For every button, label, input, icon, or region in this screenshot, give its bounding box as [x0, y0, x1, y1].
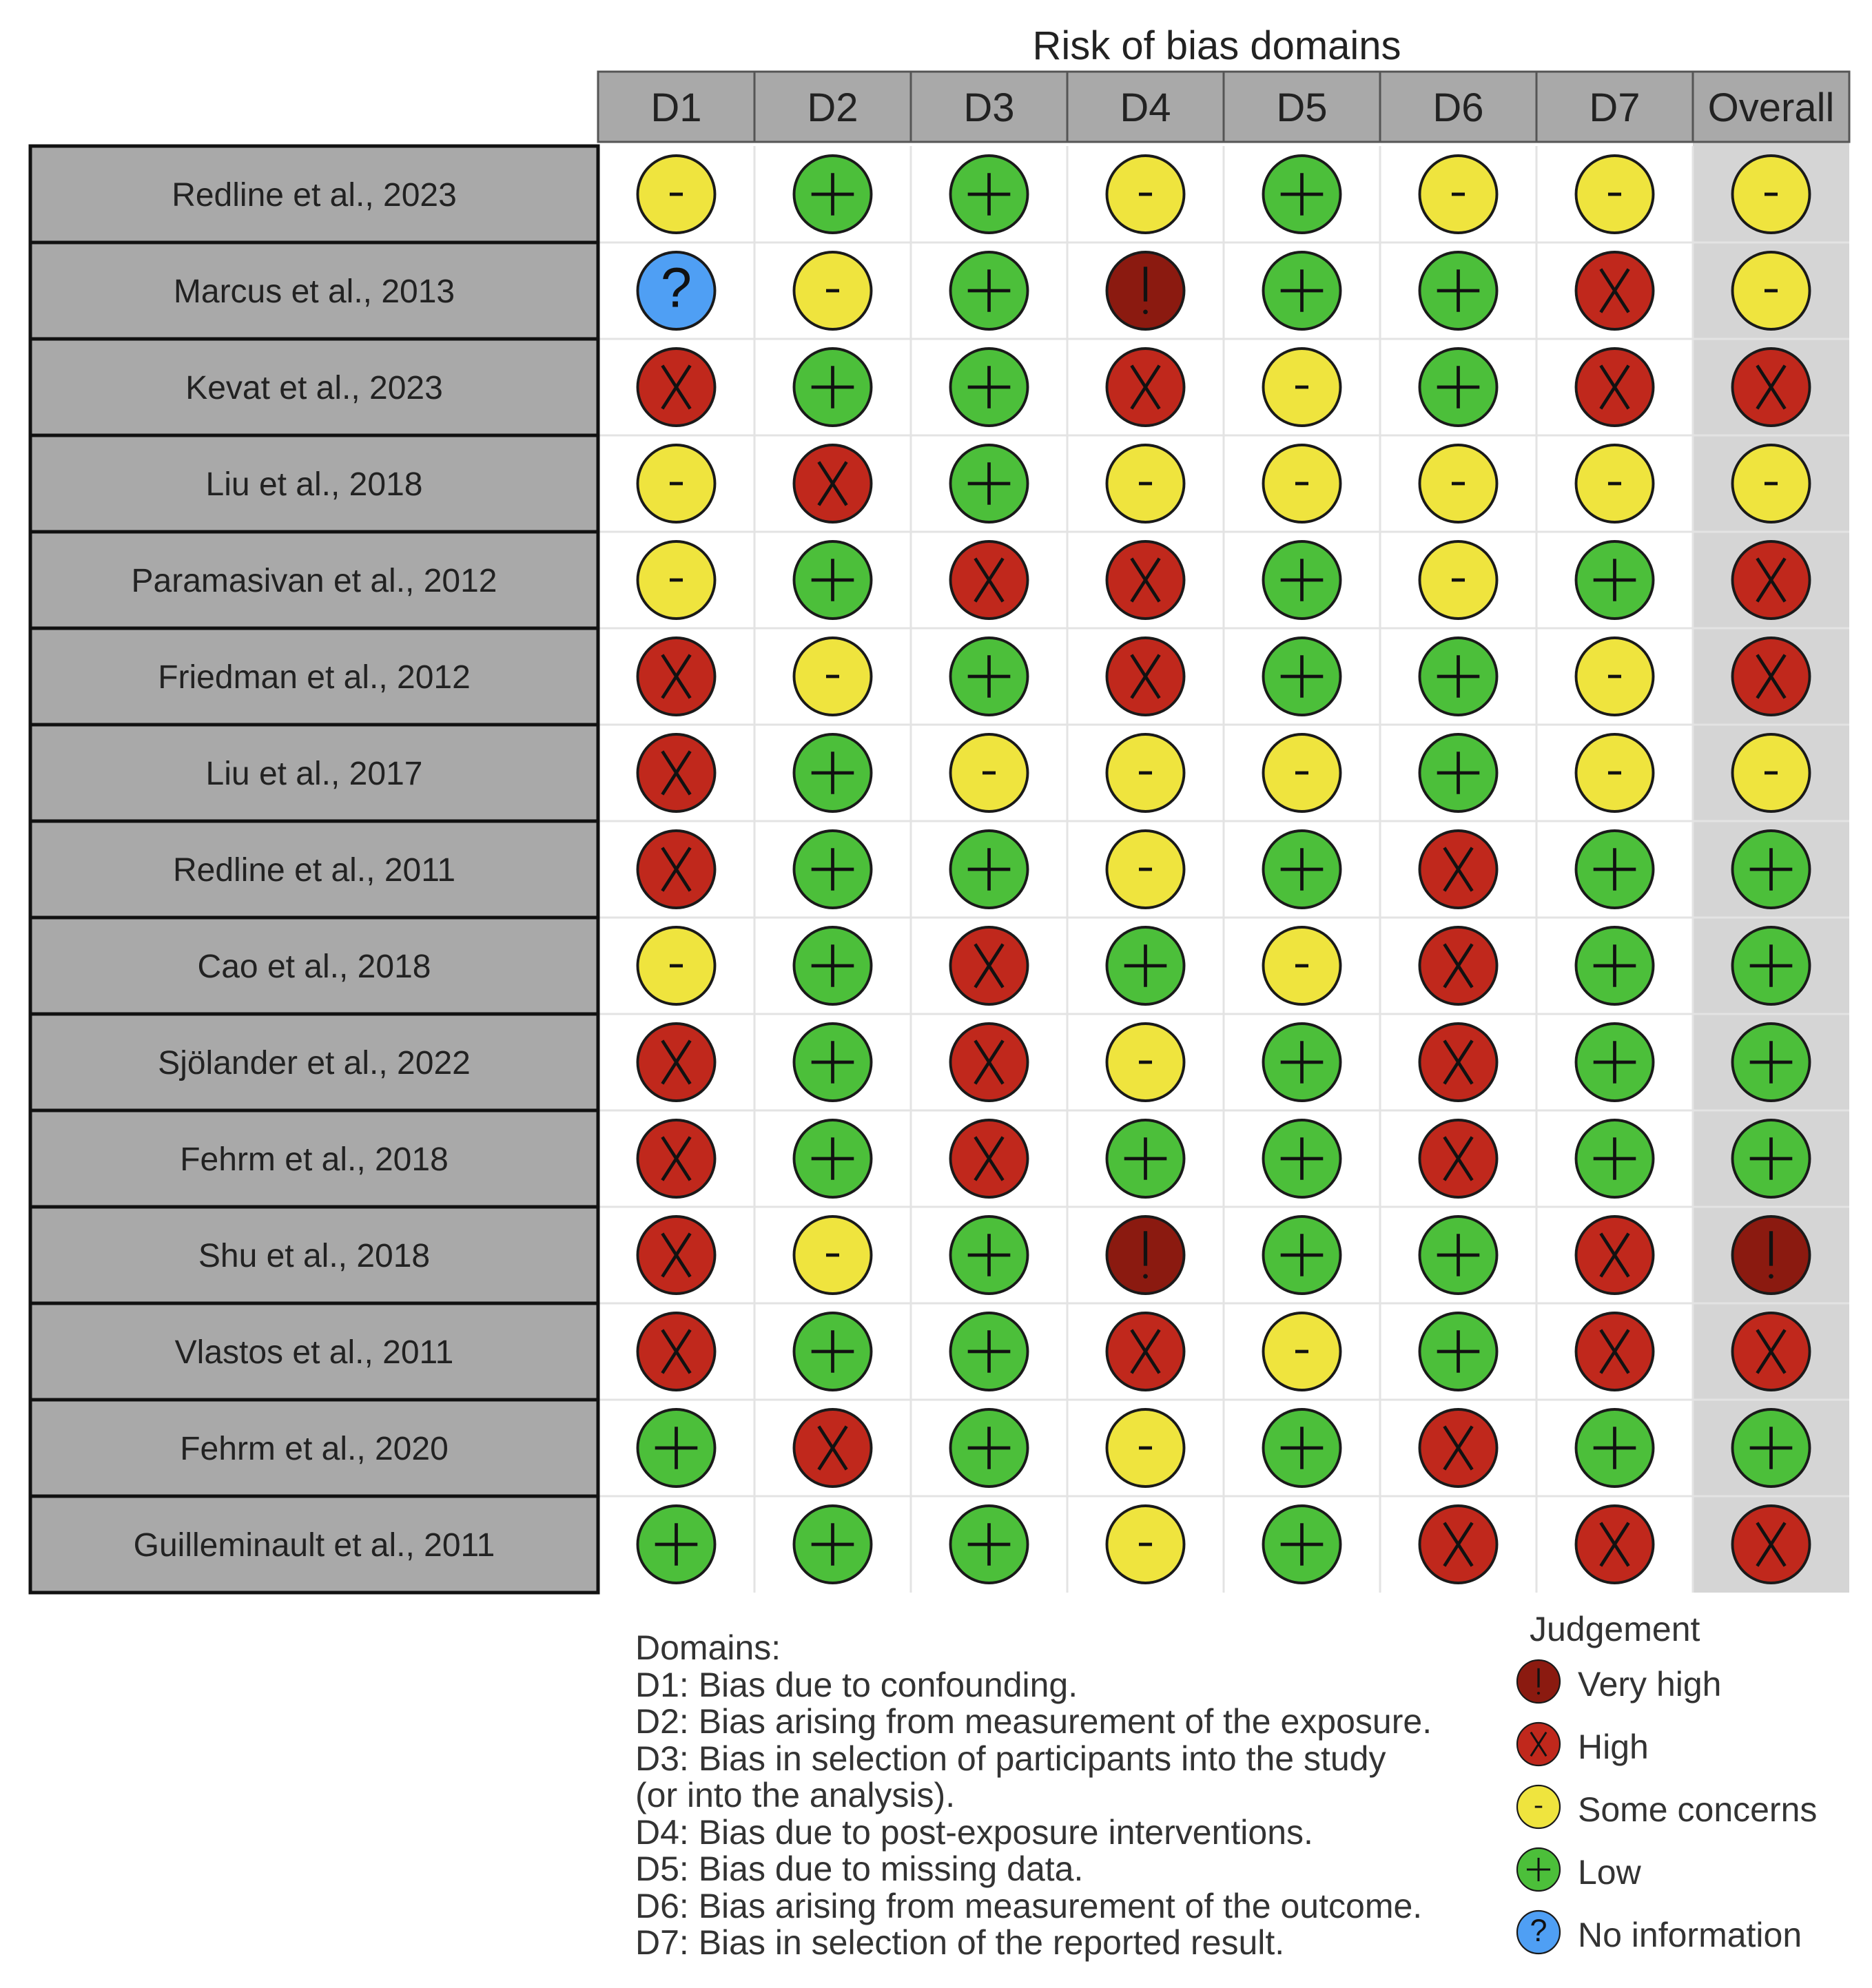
judgement-cell [638, 1313, 715, 1390]
study-label: Fehrm et al., 2018 [180, 1141, 449, 1178]
judgement-cell [1107, 1120, 1184, 1197]
judgement-cell [794, 638, 872, 715]
judgement-cell [1264, 156, 1341, 233]
judgement-cell [794, 1120, 872, 1197]
judgement-legend-symbol [1514, 1783, 1563, 1831]
judgement-cell [1420, 156, 1497, 233]
judgement-cell [1420, 638, 1497, 715]
domains-legend-line: D5: Bias due to missing data. [635, 1850, 1084, 1888]
judgement-cell [1107, 156, 1184, 233]
judgement-cell [794, 1506, 872, 1583]
judgement-cell [638, 1409, 715, 1487]
judgement-legend-label: No information [1578, 1916, 1802, 1954]
domains-legend [635, 1630, 1503, 1962]
judgement-cell [1733, 1024, 1810, 1101]
judgement-cell [1420, 1216, 1497, 1294]
judgement-cell [638, 349, 715, 426]
judgement-cell [1420, 927, 1497, 1004]
judgement-cell [1107, 638, 1184, 715]
judgement-cell [1576, 1120, 1654, 1197]
judgement-cell [1264, 349, 1341, 426]
judgement-legend-symbol [1514, 1845, 1563, 1894]
judgement-cell [1733, 1409, 1810, 1487]
judgement-legend-item [1509, 1783, 1867, 1831]
domains-legend-line: D1: Bias due to confounding. [635, 1665, 1078, 1704]
judgement-legend-item [1509, 1720, 1867, 1768]
judgement-cell [1420, 1313, 1497, 1390]
judgement-cell [794, 1313, 872, 1390]
judgement-cell [1420, 349, 1497, 426]
judgement-cell [1576, 831, 1654, 908]
judgement-cell [1264, 541, 1341, 619]
study-label: Shu et al., 2018 [198, 1238, 431, 1274]
column-header: D5 [1276, 85, 1328, 130]
judgement-cell [638, 1120, 715, 1197]
study-label: Cao et al., 2018 [197, 949, 431, 985]
judgement-cell [1576, 1024, 1654, 1101]
judgement-cell [638, 831, 715, 908]
judgement-cell [1264, 638, 1341, 715]
judgement-cell [951, 1120, 1028, 1197]
judgement-cell [1107, 1506, 1184, 1583]
judgement-cell [1420, 445, 1497, 522]
judgement-legend-symbol [1514, 1720, 1563, 1768]
judgement-legend-symbol [1514, 1657, 1563, 1706]
study-label: Liu et al., 2017 [205, 756, 423, 792]
judgement-cell [638, 734, 715, 811]
judgement-cell [1576, 541, 1654, 619]
judgement-legend-item [1509, 1908, 1867, 1956]
judgement-cell [1576, 734, 1654, 811]
judgement-cell [951, 1216, 1028, 1294]
domains-legend-title: Domains: [635, 1628, 781, 1667]
judgement-cell [638, 541, 715, 619]
judgement-legend-item [1509, 1657, 1867, 1706]
judgement-cell [1576, 1313, 1654, 1390]
judgement-cell [794, 252, 872, 329]
judgement-cell [951, 638, 1028, 715]
judgement-cell [1420, 1409, 1497, 1487]
judgement-cell [1107, 1024, 1184, 1101]
study-label: Liu et al., 2018 [205, 466, 423, 503]
judgement-cell [794, 831, 872, 908]
judgement-cell [1733, 541, 1810, 619]
judgement-cell [1733, 1313, 1810, 1390]
judgement-cell [638, 156, 715, 233]
column-header: D1 [650, 85, 702, 130]
column-header: D7 [1589, 85, 1640, 130]
judgement-cell [1107, 349, 1184, 426]
judgement-cell [638, 1506, 715, 1583]
domains-legend-line: (or into the analysis). [635, 1776, 956, 1814]
judgement-cell [1264, 831, 1341, 908]
judgement-cell [1264, 1313, 1341, 1390]
judgement-legend-item [1509, 1845, 1867, 1894]
judgement-cell [1264, 445, 1341, 522]
column-header: Overall [1707, 85, 1835, 130]
judgement-cell [951, 541, 1028, 619]
judgement-cell [1733, 831, 1810, 908]
study-label: Redline et al., 2011 [172, 852, 456, 889]
judgement-cell [1264, 1216, 1341, 1294]
judgement-cell [1420, 1120, 1497, 1197]
judgement-cell [951, 252, 1028, 329]
judgement-cell [794, 1216, 872, 1294]
judgement-cell [1420, 734, 1497, 811]
judgement-cell [638, 927, 715, 1004]
judgement-cell [1264, 1506, 1341, 1583]
study-label: Kevat et al., 2023 [185, 370, 443, 406]
judgement-cell [1733, 445, 1810, 522]
study-label: Fehrm et al., 2020 [180, 1431, 449, 1467]
judgement-cell [1264, 734, 1341, 811]
judgement-cell [1107, 1216, 1184, 1294]
column-header: D6 [1432, 85, 1484, 130]
judgement-cell [951, 349, 1028, 426]
judgement-cell [1107, 1409, 1184, 1487]
judgement-cell [1264, 1024, 1341, 1101]
judgement-cell [1733, 156, 1810, 233]
domains-legend-line: D7: Bias in selection of the reported result. [635, 1923, 1285, 1962]
judgement-cell [794, 1409, 872, 1487]
judgement-cell [1576, 156, 1654, 233]
judgement-legend-label: Low [1578, 1853, 1641, 1892]
study-label: Marcus et al., 2013 [173, 273, 455, 310]
judgement-cell [1107, 252, 1184, 329]
judgement-cell [951, 927, 1028, 1004]
judgement-cell [638, 1024, 715, 1101]
judgement-cell [1733, 927, 1810, 1004]
judgement-cell [951, 1313, 1028, 1390]
judgement-cell [1107, 1313, 1184, 1390]
judgement-cell [1733, 1216, 1810, 1294]
judgement-cell [1420, 831, 1497, 908]
judgement-cell [1107, 445, 1184, 522]
judgement-cell [1576, 252, 1654, 329]
domains-legend-line: D6: Bias arising from measurement of the outcome. [635, 1886, 1423, 1925]
judgement-cell [1576, 1216, 1654, 1294]
judgement-cell [794, 541, 872, 619]
column-header: D2 [807, 85, 858, 130]
judgement-cell [1420, 541, 1497, 619]
study-labels [30, 146, 598, 1593]
judgement-cell [1576, 1506, 1654, 1583]
judgement-cell [1107, 831, 1184, 908]
judgement-cell [1576, 1409, 1654, 1487]
judgement-legend-title: Judgement [1530, 1610, 1700, 1648]
study-label: Guilleminault et al., 2011 [133, 1527, 495, 1564]
judgement-cell [1733, 734, 1810, 811]
column-header: D3 [963, 85, 1015, 130]
domains-legend-line: D4: Bias due to post-exposure interventions. [635, 1812, 1313, 1852]
judgement-cell [1733, 252, 1810, 329]
domains-legend-line: D2: Bias arising from measurement of the exposure. [635, 1702, 1432, 1741]
judgement-cell [1733, 349, 1810, 426]
judgement-cell [1107, 734, 1184, 811]
judgement-cell [1576, 927, 1654, 1004]
judgement-cell [1576, 349, 1654, 426]
grid [598, 72, 1849, 1593]
column-header: D4 [1120, 85, 1171, 130]
judgement-cell [1264, 1409, 1341, 1487]
judgement-cell [1733, 638, 1810, 715]
judgement-cell [1264, 1120, 1341, 1197]
judgement-cell [1420, 252, 1497, 329]
judgement-cell [794, 445, 872, 522]
judgement-cell [794, 1024, 872, 1101]
domains-legend-line: D3: Bias in selection of participants into the study [635, 1739, 1386, 1778]
study-label: Vlastos et al., 2011 [174, 1334, 454, 1371]
judgement-cell [951, 1024, 1028, 1101]
chart-title: Risk of bias domains [1032, 23, 1401, 68]
judgement-cell [1107, 541, 1184, 619]
svg-text:?: ? [660, 257, 692, 320]
judgement-legend-label: Some concerns [1578, 1790, 1818, 1829]
study-label: Paramasivan et al., 2012 [131, 563, 497, 599]
judgement-cell [638, 445, 715, 522]
study-label: Sjölander et al., 2022 [158, 1045, 471, 1081]
judgement-cell [951, 734, 1028, 811]
judgement-cell [638, 638, 715, 715]
judgement-cell [638, 1216, 715, 1294]
judgement-cell [1420, 1024, 1497, 1101]
judgement-cell [1264, 927, 1341, 1004]
judgement-cell [1733, 1120, 1810, 1197]
judgement-cell [951, 445, 1028, 522]
judgement-cell [1107, 927, 1184, 1004]
judgement-cell [1733, 1506, 1810, 1583]
judgement-cell [1264, 252, 1341, 329]
judgement-legend-label: High [1578, 1728, 1649, 1766]
study-label: Redline et al., 2023 [172, 177, 457, 214]
judgement-cell [951, 1409, 1028, 1487]
svg-text:?: ? [1530, 1913, 1547, 1949]
judgement-cell [794, 927, 872, 1004]
judgement-cell [951, 831, 1028, 908]
judgement-cell [638, 252, 715, 329]
judgement-cell [1576, 445, 1654, 522]
judgement-cell [794, 349, 872, 426]
judgement-legend-label: Very high [1578, 1665, 1722, 1704]
judgement-cell [1420, 1506, 1497, 1583]
judgement-cell [794, 734, 872, 811]
judgement-cell [951, 156, 1028, 233]
judgement-legend-symbol [1514, 1908, 1563, 1956]
judgement-cell [951, 1506, 1028, 1583]
study-label: Friedman et al., 2012 [158, 659, 471, 696]
judgement-cell [794, 156, 872, 233]
judgement-cell [1576, 638, 1654, 715]
